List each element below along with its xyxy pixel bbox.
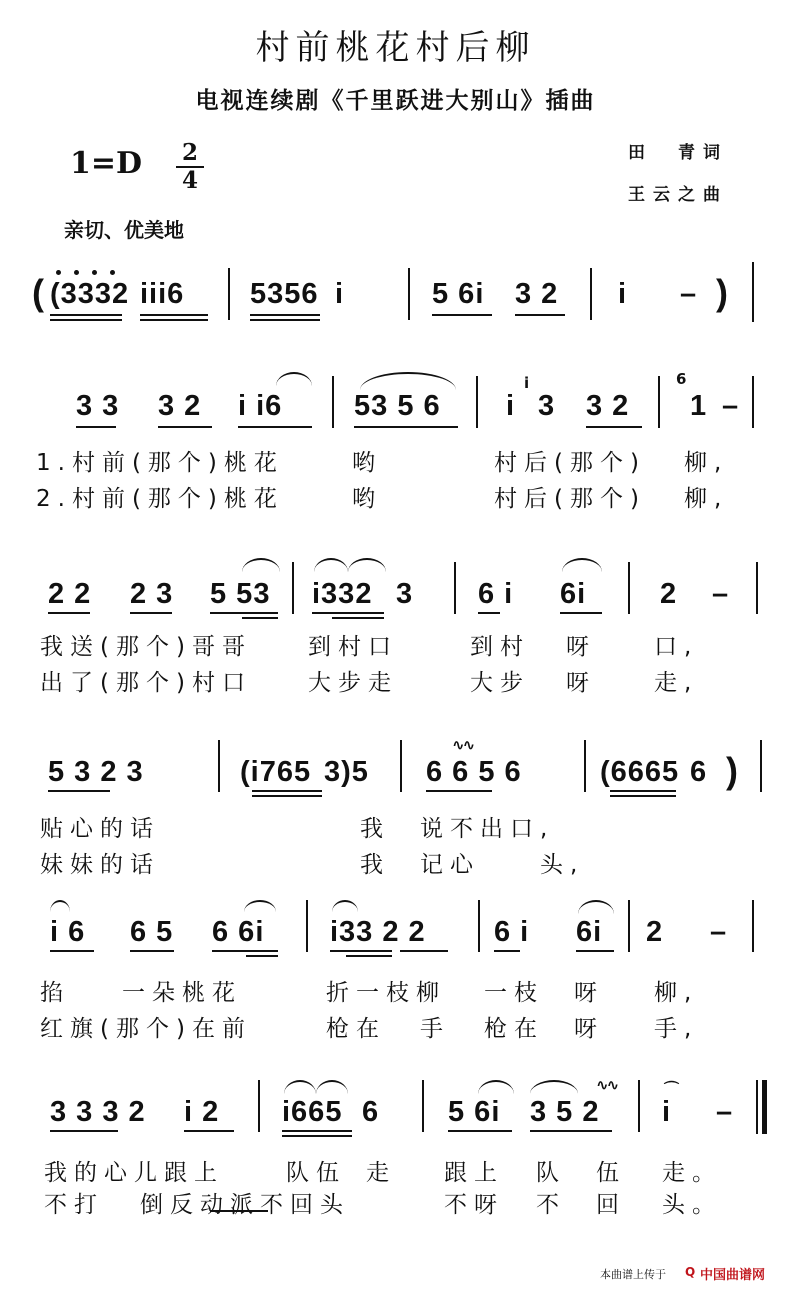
note-group: (i765 [240, 756, 312, 788]
lyric-line-1: 我送(那个)哥哥 [40, 634, 252, 660]
composer-credit: 王云之曲 [628, 185, 728, 205]
barline [476, 376, 478, 428]
note-group: i 6 [50, 916, 86, 948]
beam [130, 950, 174, 952]
barline [628, 562, 630, 614]
lyric-line-1: 呀 [574, 980, 604, 1006]
lyric-line-1: 呀 [566, 634, 596, 660]
key-signature: 1=D [70, 146, 143, 181]
lyric-line-1: 1.村前(那个)桃花 [36, 450, 284, 476]
note-group: 53 5 6 [354, 390, 441, 422]
barline [756, 562, 758, 614]
beam [530, 1130, 612, 1132]
slur [314, 558, 348, 572]
beam [610, 795, 676, 797]
slur [562, 558, 602, 572]
barline [408, 268, 410, 320]
beam [400, 950, 448, 952]
lyric-line-1: 村后(那个) [494, 450, 646, 476]
lyric-line-2: 头, [540, 852, 585, 878]
lyric-line-1: 走 [366, 1160, 396, 1186]
upload-note: 本曲谱上传于 [600, 1268, 666, 1281]
beam [586, 426, 642, 428]
final-barline-thick [762, 1080, 767, 1134]
beam [330, 950, 392, 952]
slur [478, 1080, 514, 1094]
note-group: 3 5 2 [530, 1096, 600, 1128]
barline [752, 900, 754, 952]
mordent-ornament: ∿∿ [596, 1076, 618, 1094]
note-group: 6 5 [130, 916, 174, 948]
note-group: 5 6i [432, 278, 485, 310]
beam [242, 617, 278, 619]
lyric-line-2: 走, [654, 670, 699, 696]
lyric-line-2: 不呀 [444, 1192, 504, 1218]
note-group: 6i [560, 578, 587, 610]
slur [578, 900, 614, 914]
beam [246, 955, 278, 957]
note-group: 3 [538, 390, 556, 422]
beam [130, 612, 172, 614]
song-title: 村前桃花村后柳 [255, 28, 536, 68]
note-group: 6 i [494, 916, 530, 948]
note-group: 2 3 [130, 578, 174, 610]
beam [238, 426, 312, 428]
note-group: 5 6i [448, 1096, 501, 1128]
note-group: 3 2 [586, 390, 630, 422]
sustain-dash: – [710, 916, 728, 948]
time-signature [176, 140, 204, 194]
beam [140, 319, 208, 321]
note-group: 6 [362, 1096, 380, 1128]
note-group: iii6 [140, 278, 185, 310]
sustain-dash: – [712, 578, 730, 610]
barline [454, 562, 456, 614]
beam [210, 612, 278, 614]
note-group: i [618, 278, 628, 310]
sustain-dash: – [716, 1096, 734, 1128]
high-octave-dot [92, 270, 97, 275]
note-group: 5 53 [210, 578, 271, 610]
fermata-icon: ⌒ [664, 1080, 678, 1098]
barline [752, 376, 754, 428]
barline [658, 376, 660, 428]
note-group: i [662, 1096, 672, 1128]
note-group: 3 [396, 578, 414, 610]
lyric-line-1: 队 [536, 1160, 566, 1186]
slur [332, 900, 358, 912]
lyric-line-2: 不打 [44, 1192, 104, 1218]
note-group: 6 6 5 6 [426, 756, 522, 788]
beam [50, 314, 122, 316]
beam [184, 1130, 234, 1132]
note-group: i [335, 278, 345, 310]
barline [478, 900, 480, 952]
note-group: i665 [282, 1096, 343, 1128]
beam [515, 314, 565, 316]
song-subtitle: 电视连续剧《千里跃进大别山》插曲 [195, 88, 596, 114]
beam [252, 790, 322, 792]
lyricist-credit: 田 青词 [628, 143, 728, 163]
lyric-line-1: 到村 [470, 634, 530, 660]
high-octave-dot [56, 270, 61, 275]
lyric-line-2: 大步走 [308, 670, 398, 696]
slur [244, 900, 276, 912]
beam [560, 612, 602, 614]
note-group: 3 3 3 2 [50, 1096, 146, 1128]
slur [50, 900, 70, 912]
note-group: 6 i [478, 578, 514, 610]
lyric-line-1: 柳, [684, 450, 729, 476]
barline [422, 1080, 424, 1132]
slur [348, 558, 386, 572]
lyric-line-2: 呀 [566, 670, 596, 696]
lyric-line-1: 跟上 [444, 1160, 504, 1186]
beam [354, 426, 458, 428]
lyric-line-1: 走。 [662, 1160, 722, 1186]
note-group: i 2 [184, 1096, 220, 1128]
barline [332, 376, 334, 428]
grace-note: 6 [676, 370, 685, 388]
beam [158, 426, 212, 428]
barline [400, 740, 402, 792]
site-logo-text[interactable]: 中国曲谱网 [700, 1268, 766, 1283]
note-group: 3 2 [515, 278, 559, 310]
note-group: 1 [690, 390, 708, 422]
lyric-line-2: 哟 [352, 486, 382, 512]
note-group: i332 [312, 578, 373, 610]
final-barline-thin [756, 1080, 758, 1134]
slur [284, 1080, 316, 1094]
barline [760, 740, 762, 792]
note-group: 3 2 [158, 390, 202, 422]
lyric-line-2: 大步 [470, 670, 530, 696]
beam [494, 950, 520, 952]
close-paren: ) [716, 272, 729, 313]
beam [478, 612, 500, 614]
lyric-line-1: 哟 [352, 450, 382, 476]
barline [306, 900, 308, 952]
lyric-line-2: 回 [596, 1192, 626, 1218]
note-group: 2 2 [48, 578, 92, 610]
beam [50, 950, 94, 952]
lyric-line-1: 一枝 [484, 980, 544, 1006]
sustain-dash: – [680, 278, 698, 310]
note-group: 3 3 [76, 390, 120, 422]
lyric-line-2: 记心 [420, 852, 480, 878]
barline [258, 1080, 260, 1132]
note-group: 3)5 [324, 756, 369, 788]
lyric-line-1: 到村口 [308, 634, 398, 660]
lyric-line-1: 说不出口, [420, 816, 555, 842]
sustain-dash: – [722, 390, 740, 422]
beam [448, 1130, 512, 1132]
lyric-line-1: 伍 [596, 1160, 626, 1186]
lyric-line-2: 红旗(那个)在前 [40, 1016, 252, 1042]
lyric-line-2: 呀 [574, 1016, 604, 1042]
beam [48, 790, 110, 792]
barline [628, 900, 630, 952]
lyric-line-2: 枪在 [326, 1016, 386, 1042]
barline [752, 262, 754, 322]
note-group: (6665 [600, 756, 680, 788]
slur [530, 1080, 578, 1094]
time-signature-bottom: 4 [176, 166, 204, 194]
beam [250, 314, 320, 316]
lyric-line-2: 柳, [684, 486, 729, 512]
slur [276, 372, 312, 386]
note-group: 6i [576, 916, 603, 948]
lyric-line-1: 掐 [40, 980, 70, 1006]
lyric-line-2: 我 [360, 852, 390, 878]
note-group: 6 [690, 756, 708, 788]
beam [312, 612, 384, 614]
lyric-line-2: 枪在 [484, 1016, 544, 1042]
barline [590, 268, 592, 320]
beam [576, 950, 614, 952]
lyric-line-1: 贴心的话 [40, 816, 160, 842]
lyric-line-1: 口, [654, 634, 699, 660]
mordent-ornament: ∿∿ [452, 736, 474, 754]
barline [584, 740, 586, 792]
note-group: i i6 [238, 390, 283, 422]
note-group: i33 2 2 [330, 916, 426, 948]
barline [292, 562, 294, 614]
note-group: 5356 [250, 278, 319, 310]
note-group: 6 6i [212, 916, 265, 948]
lyric-line-1: 一朵桃花 [122, 980, 242, 1006]
open-paren: ( [32, 272, 45, 313]
lyric-line-2: 2.村前(那个)桃花 [36, 486, 284, 512]
lyric-line-2: 不 [536, 1192, 566, 1218]
note-group: 2 [660, 578, 678, 610]
note-group: (3332 [50, 278, 130, 310]
lyric-line-2: 手 [420, 1016, 450, 1042]
beam [50, 1130, 118, 1132]
note-group: i [506, 390, 516, 422]
slur [242, 558, 280, 572]
tempo-marking: 亲切、优美地 [64, 218, 184, 242]
note-group: 5 3 2 3 [48, 756, 144, 788]
lyric-line-2: 出了(那个)村口 [40, 670, 252, 696]
beam [426, 790, 492, 792]
lyric-line-2: 头。 [662, 1192, 722, 1218]
slur [360, 372, 456, 390]
beam [212, 950, 278, 952]
beam [140, 314, 208, 316]
lyric-line-1: 折一枝柳 [326, 980, 446, 1006]
lyric-line-2: 妹妹的话 [40, 852, 160, 878]
grace-note: i [524, 374, 528, 392]
beam [610, 790, 676, 792]
beam [76, 426, 116, 428]
lyric-line-1: 柳, [654, 980, 699, 1006]
lyric-line-1: 队伍 [286, 1160, 346, 1186]
lyric-line-2: 村后(那个) [494, 486, 646, 512]
beam [282, 1135, 352, 1137]
time-signature-top: 2 [181, 139, 198, 166]
beam [346, 955, 392, 957]
lyric-line-1: 我 [360, 816, 390, 842]
lyric-line-1: 我的心儿跟上 [44, 1160, 224, 1186]
slur [316, 1080, 348, 1094]
beam [432, 314, 492, 316]
barline [228, 268, 230, 320]
high-octave-dot [110, 270, 115, 275]
beam [250, 319, 320, 321]
site-logo-icon: Q [685, 1265, 696, 1279]
beam [282, 1130, 352, 1132]
barline [638, 1080, 640, 1132]
lyric-line-2: 倒反动派不回头 [140, 1192, 350, 1218]
barline [218, 740, 220, 792]
beam [48, 612, 90, 614]
beam [252, 795, 322, 797]
close-paren: ) [726, 750, 739, 791]
beam [50, 319, 122, 321]
note-group: 2 [646, 916, 664, 948]
high-octave-dot [74, 270, 79, 275]
beam [332, 617, 384, 619]
lyric-line-2: 手, [654, 1016, 699, 1042]
